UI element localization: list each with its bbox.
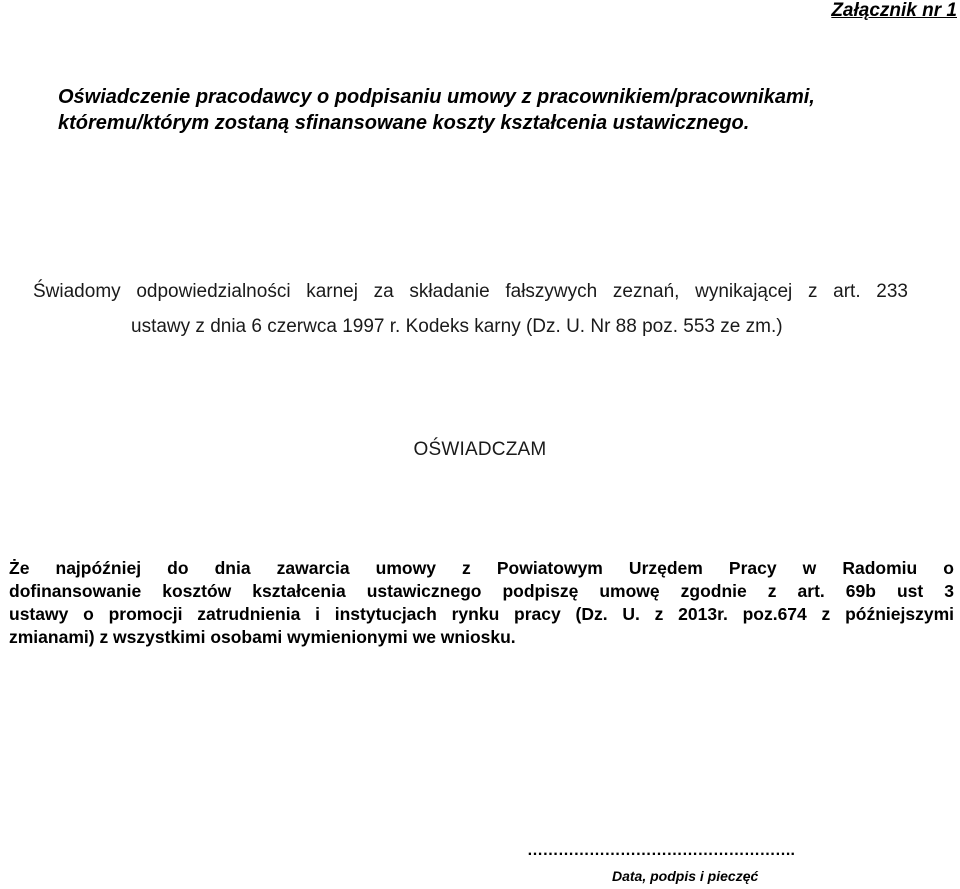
annex-label: Załącznik nr 1 (831, 0, 957, 21)
signature-label: Data, podpis i pieczęć (612, 868, 759, 884)
document-title (58, 84, 928, 136)
declaration-line-4: zmianami) z wszystkimi osobami wymienionymi we wniosku. (9, 627, 516, 647)
awareness-line-2: ustawy z dnia 6 czerwca 1997 r. Kodeks karny (Dz. U. Nr 88 poz. 553 ze zm.) (131, 316, 783, 337)
declaration-body (9, 557, 954, 649)
signature-line: ……………………………………………. (527, 842, 795, 859)
title-line-2: któremu/którym zostaną sfinansowane koszty kształcenia ustawicznego. (58, 112, 750, 134)
declaration-line-1: Że najpóźniej do dnia zawarcia umowy z Powiatowym Urzędem Pracy w Radomiu o (9, 558, 954, 578)
declaration-line-3: ustawy o promocji zatrudnienia i instytucjach rynku pracy (Dz. U. z 2013r. poz.674 z późniejszymi (9, 604, 954, 624)
declaration-line-2: dofinansowanie kosztów kształcenia ustawicznego podpiszę umowę zgodnie z art. 69b ust 3 (9, 581, 954, 601)
declaration-heading: OŚWIADCZAM (413, 439, 547, 460)
title-line-1: Oświadczenie pracodawcy o podpisaniu umowy z pracownikiem/pracownikami, (58, 86, 815, 108)
awareness-line-1: Świadomy odpowiedzialności karnej za składanie fałszywych zeznań, wynikającej z art. 233 (33, 281, 908, 302)
